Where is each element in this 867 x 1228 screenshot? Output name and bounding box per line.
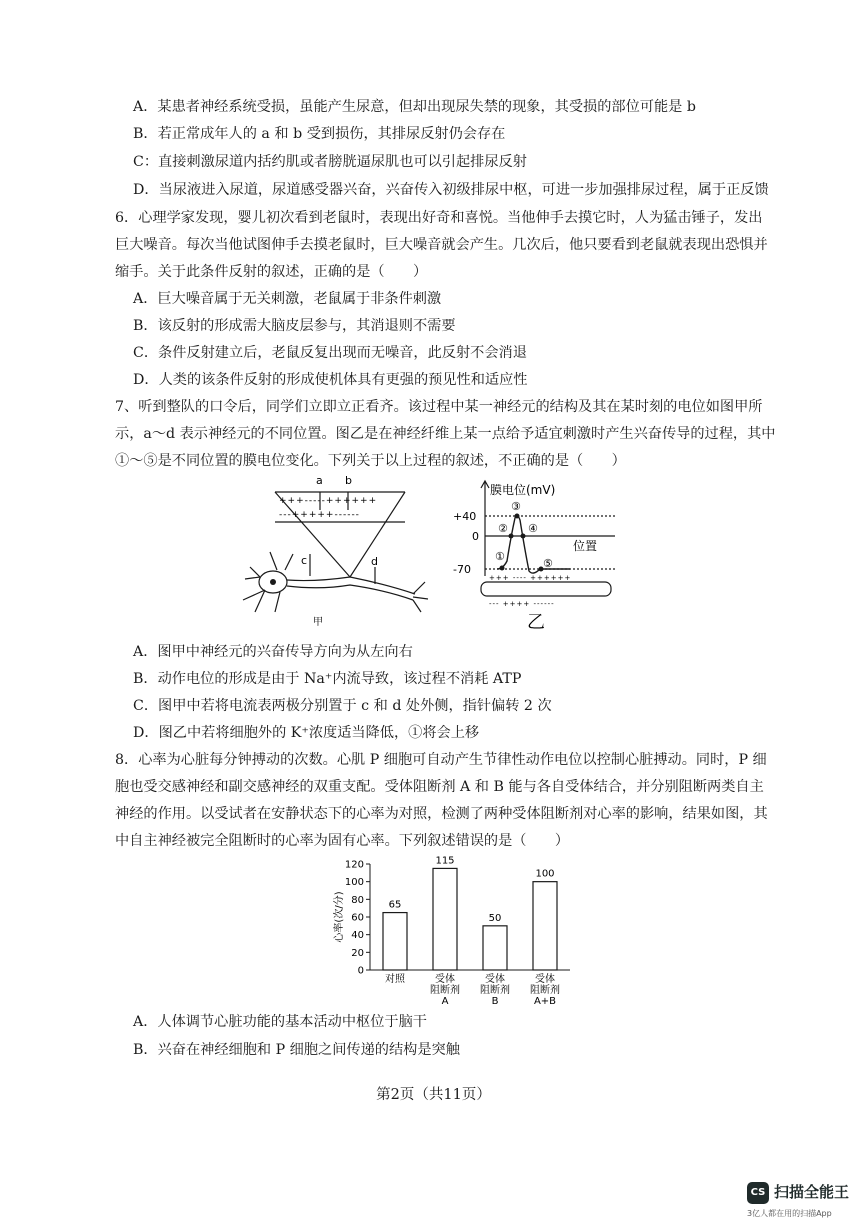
y-tick-label: 80	[351, 894, 364, 906]
scanner-logo-icon: CS	[747, 1182, 769, 1204]
y-tick-label: 120	[344, 859, 364, 871]
q7-stem-line-1: 7、听到整队的口令后，同学们立即立正看齐。该过程中某一神经元的结构及其在某时刻的电位如图甲所	[115, 399, 763, 415]
yi-point-1: ①	[495, 550, 505, 563]
q6-stem-line-3: 缩手。关于此条件反射的叙述，正确的是（ ）	[115, 264, 428, 280]
category-label: 受体	[535, 974, 555, 985]
q8-stem-line-2: 胞也受交感神经和副交感神经的双重支配。受体阻断剂 A 和 B 能与各自受体结合，并分别阻断两类自主	[115, 779, 764, 795]
q8-stem-line-3: 神经的作用。以受试者在安静状态下的心率为对照，检测了两种受体阻断剂对心率的影响，结果如图，其	[115, 806, 768, 822]
q8-option-b: B．兴奋在神经细胞和 P 细胞之间传递的结构是突触	[133, 1042, 460, 1058]
q7-option-a: A．图甲中神经元的兴奋传导方向为从左向右	[133, 644, 413, 660]
q8-stem-line-1: 8．心率为心脏每分钟搏动的次数。心肌 P 细胞可自动产生节律性动作电位以控制心脏搏动。同时，P 细	[115, 752, 767, 768]
scanner-app-name: 扫描全能王	[774, 1183, 850, 1201]
category-label: B	[491, 996, 499, 1007]
q7-option-c: C．图甲中若将电流表两极分别置于 c 和 d 处外侧，指针偏转 2 次	[133, 698, 552, 714]
category-label: 受体	[435, 974, 455, 985]
q6-stem-line-1: 6．心理学家发现，婴儿初次看到老鼠时，表现出好奇和喜悦。当他伸手去摸它时，人为猛击锤子，发出	[115, 210, 763, 226]
jia-label-b: b	[345, 474, 352, 487]
q6-option-d: D．人类的该条件反射的形成使机体具有更强的预见性和适应性	[133, 372, 528, 388]
neuron-figure-jia	[225, 472, 430, 634]
yi-minus-row: --- ++++ ------	[489, 600, 555, 608]
q6-option-c: C．条件反射建立后，老鼠反复出现而无噪音，此反射不会消退	[133, 345, 527, 361]
yi-xlabel: 位置	[573, 539, 598, 553]
page-footer: 第2页（共11页）	[376, 1087, 491, 1103]
q6-option-b: B．该反射的形成需大脑皮层参与，其消退则不需要	[133, 318, 456, 334]
yi-point-5: ⑤	[543, 557, 553, 570]
q7-stem-line-2: 示，a～d 表示神经元的不同位置。图乙是在神经纤维上某一点给予适宜刺激时产生兴奋传导的过程，其中	[115, 426, 776, 442]
jia-label-a: a	[316, 474, 323, 487]
category-label: 阻断剂	[480, 985, 510, 996]
q6-stem-line-2: 巨大噪音。每次当他试图伸手去摸老鼠时，巨大噪音就会产生。几次后，他只要看到老鼠就表现出恐惧并	[115, 237, 768, 253]
heart-rate-bar-chart	[330, 852, 580, 1012]
yi-ylabel: 膜电位(mV)	[490, 483, 556, 497]
bar-value-label: 50	[488, 912, 502, 924]
y-axis-label: 心率(次/分)	[334, 891, 345, 943]
q7-option-b: B．动作电位的形成是由于 Na⁺内流导致，该过程不消耗 ATP	[133, 671, 522, 687]
category-label: 受体	[485, 974, 505, 985]
jia-label-d: d	[371, 555, 378, 568]
scanner-slogan: 3亿人都在用的扫描App	[747, 1209, 832, 1218]
y-tick-label: 0	[357, 965, 364, 977]
q5-option-d: D．当尿液进入尿道，尿道感受器兴奋，兴奋传入初级排尿中枢，可进一步加强排尿过程，属于正反馈	[133, 182, 769, 198]
yi-point-4: ④	[528, 522, 538, 535]
bar	[433, 868, 457, 970]
jia-plus-row: +++-----++++++	[279, 496, 378, 506]
scanner-watermark	[747, 1180, 859, 1222]
category-label: 阻断剂	[530, 985, 560, 996]
jia-caption: 甲	[313, 617, 323, 628]
bar-value-label: 65	[388, 899, 402, 911]
y-tick-label: 100	[344, 877, 364, 889]
yi-tick-0: 0	[472, 530, 479, 543]
category-label: 对照	[385, 974, 405, 985]
jia-label-c: c	[301, 554, 308, 567]
jia-minus-row: ---+++++------	[279, 510, 360, 520]
yi-plus-row: +++ ---- ++++++	[489, 574, 572, 582]
yi-point-3: ③	[511, 500, 521, 513]
q5-option-b: B．若正常成年人的 a 和 b 受到损伤，其排尿反射仍会存在	[133, 126, 506, 142]
category-label: A+B	[533, 996, 557, 1007]
bar-value-label: 115	[435, 855, 455, 867]
q8-option-a: A．人体调节心脏功能的基本活动中枢位于脑干	[133, 1014, 427, 1030]
bar	[383, 913, 407, 970]
bar	[483, 926, 507, 970]
yi-tick-minus-70: -70	[453, 563, 471, 576]
y-tick-label: 60	[351, 912, 364, 924]
q7-option-d: D．图乙中若将细胞外的 K⁺浓度适当降低，①将会上移	[133, 725, 480, 741]
q8-stem-line-4: 中自主神经被完全阻断时的心率为固有心率。下列叙述错误的是（ ）	[115, 833, 570, 849]
yi-tick-40: +40	[453, 510, 477, 523]
membrane-potential-figure-yi	[445, 476, 625, 656]
yi-point-2: ②	[498, 522, 508, 535]
y-tick-label: 20	[351, 947, 364, 959]
y-tick-label: 40	[351, 930, 364, 942]
q5-option-c: C：直接刺激尿道内括约肌或者膀胱逼尿肌也可以引起排尿反射	[133, 154, 527, 170]
q7-stem-line-3: ①～⑤是不同位置的膜电位变化。下列关于以上过程的叙述，不正确的是（ ）	[115, 453, 626, 469]
category-label: A	[441, 996, 449, 1007]
q5-option-a: A．某患者神经系统受损，虽能产生尿意，但却出现尿失禁的现象，其受损的部位可能是 b	[133, 99, 696, 115]
bar-value-label: 100	[535, 868, 555, 880]
bar	[533, 882, 557, 970]
q6-option-a: A．巨大噪音属于无关刺激，老鼠属于非条件刺激	[133, 291, 442, 307]
yi-caption: 乙	[527, 612, 545, 633]
category-label: 阻断剂	[430, 985, 460, 996]
